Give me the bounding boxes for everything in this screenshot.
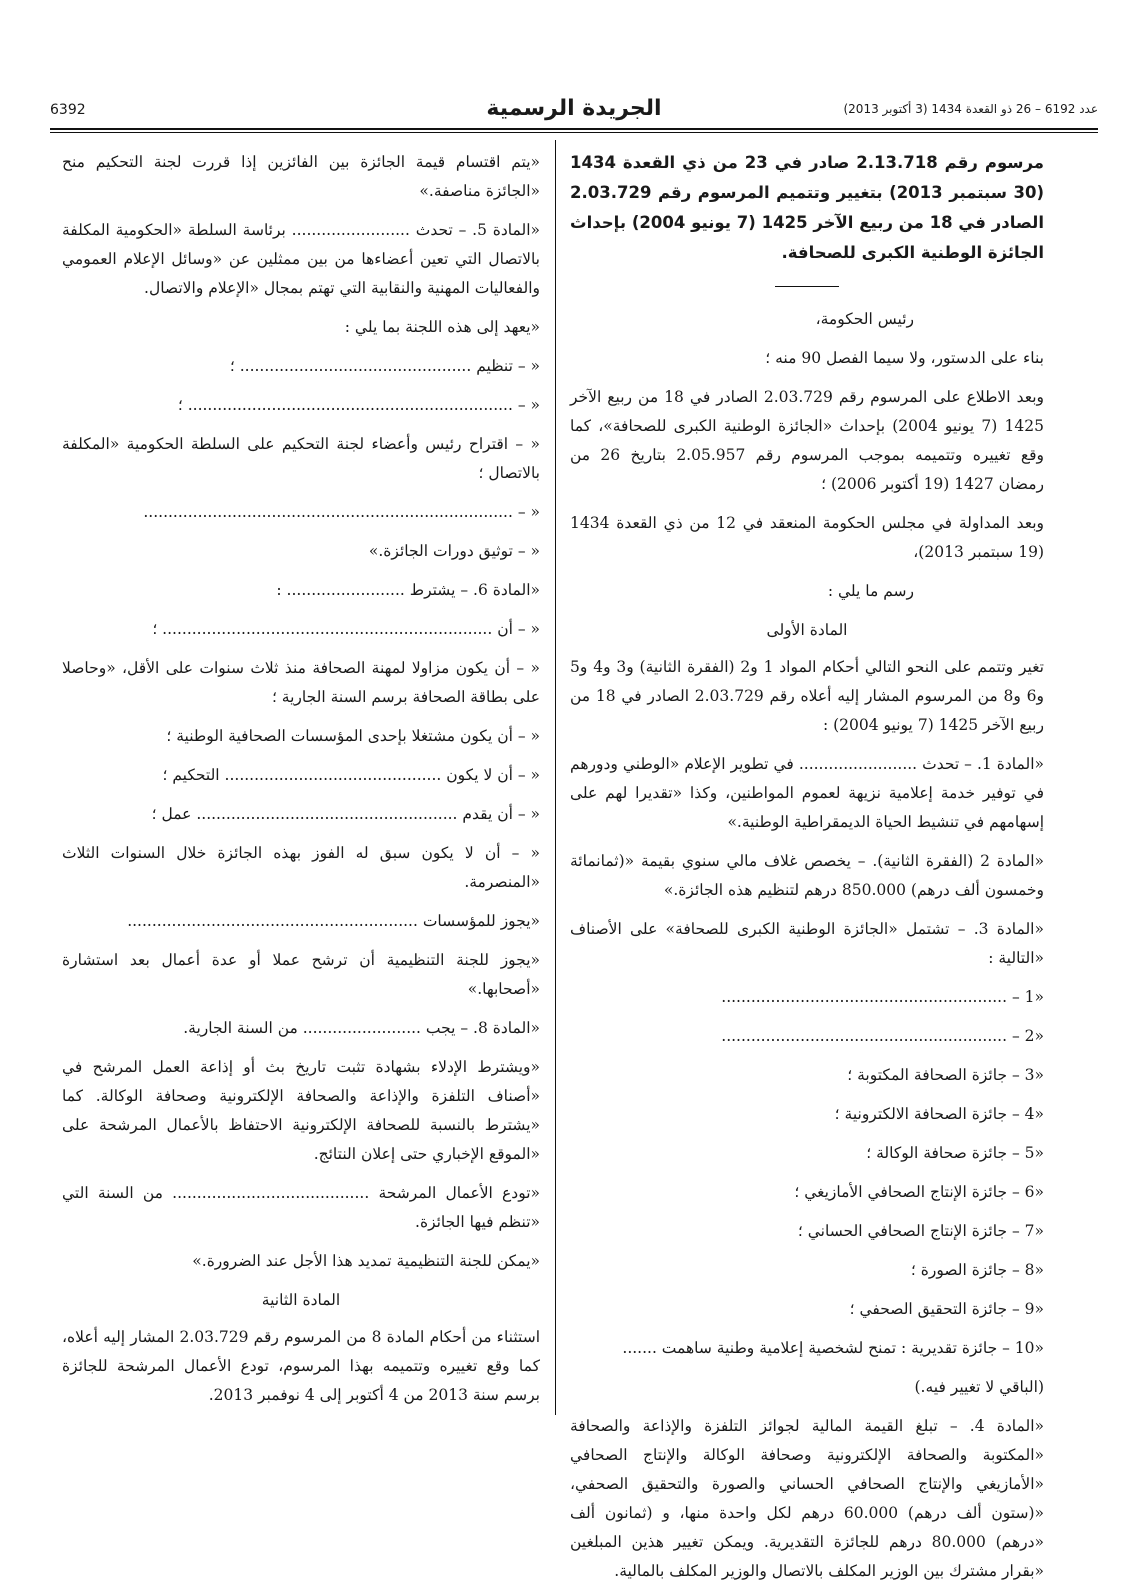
- paragraph: «المادة 3. – تشتمل «الجائزة الوطنية الكبرى للصحافة» على الأصناف «التالية :: [570, 920, 1044, 967]
- paragraph: « – أن لا يكون ............................................ التحكيم ؛: [162, 766, 540, 784]
- page-number: 6392: [50, 102, 86, 118]
- decree-title: مرسوم رقم 2.13.718 صادر في 23 من ذي القعدة 1434 (30 سبتمبر 2013) بتغيير وتتميم المرسوم رقم 2.03.729 الصادر في 18 من ربيع الآخر 1425 (7 يونيو 2004) بإحداث الجائزة الوطنية الكبرى للصحافة.: [570, 153, 1045, 262]
- paragraph: «يعهد إلى هذه اللجنة بما يلي :: [344, 318, 540, 336]
- paragraph: «9 – جائزة التحقيق الصحفي ؛: [849, 1300, 1044, 1318]
- paragraph: « – أن يكون مشتغلا بإحدى المؤسسات الصحافية الوطنية ؛: [166, 727, 540, 745]
- paragraph: وبعد الاطلاع على المرسوم رقم 2.03.729 الصادر في 18 من ربيع الآخر 1425 (7 يونيو 2004) بإحداث «الجائزة الوطنية الكبرى للصحافة»، كما وقع تغييره وتتميمه بموجب المرسوم رقم 2.05.957 بتاريخ 26 من رمضان 1427 (19 أكتوبر 2006) ؛: [570, 388, 1045, 493]
- paragraph: «يجوز للمؤسسات ...........................................................: [127, 912, 540, 930]
- paragraph: « – أن يكون مزاولا لمهنة الصحافة منذ ثلاث سنوات على الأقل، «وحاصلا على بطاقة الصحافة برسم السنة الجارية ؛: [62, 659, 540, 706]
- paragraph: « – أن يقدم ..................................................... عمل ؛: [151, 805, 540, 823]
- paragraph: « – ...........................................................................: [143, 503, 540, 521]
- paragraph: «تودع الأعمال المرشحة ........................................ من السنة التي «تنظم فيها الجائزة.: [62, 1184, 540, 1231]
- paragraph: « – تنظيم ............................................... ؛: [229, 357, 540, 375]
- paragraph: المادة الثانية: [261, 1291, 341, 1309]
- paragraph: «المادة 2 (الفقرة الثانية). – يخصص غلاف مالي سنوي بقيمة «(ثمانمائة وخمسون ألف درهم) 850.000 درهم لتنظيم هذه الجائزة.»: [570, 852, 1044, 899]
- paragraph: «يجوز للجنة التنظيمية أن ترشح عملا أو عدة أعمال بعد استشارة «أصحابها.»: [62, 951, 540, 998]
- paragraph: بناء على الدستور، ولا سيما الفصل 90 منه ؛: [765, 349, 1044, 367]
- paragraph: رسم ما يلي :: [827, 582, 914, 600]
- paragraph: «8 – جائزة الصورة ؛: [910, 1261, 1044, 1279]
- paragraph: « – .................................................................. ؛: [177, 396, 540, 414]
- paragraph: « – أن لا يكون سبق له الفوز بهذه الجائزة خلال السنوات الثلاث «المنصرمة.: [62, 844, 540, 891]
- paragraph: «ويشترط الإدلاء بشهادة تثبت تاريخ بث أو إذاعة العمل المرشح في «أصناف التلفزة والإذاعة والصحافة الإلكترونية وصحافة الوكالة. كما «يشترط بالنسبة للصحافة الإلكترونية الاحتفاظ بالأعمال المرشحة على «الموقع الإخباري حتى إعلان النتائج.: [62, 1058, 540, 1163]
- paragraph: «7 – جائزة الإنتاج الصحافي الحساني ؛: [797, 1222, 1044, 1240]
- paragraph: (الباقي لا تغيير فيه.): [914, 1378, 1044, 1396]
- paragraph: «10 – جائزة تقديرية : تمنح لشخصية إعلامية وطنية ساهمت .......: [622, 1339, 1044, 1357]
- paragraph: «4 – جائزة الصحافة الالكترونية ؛: [834, 1105, 1044, 1123]
- paragraph: المادة الأولى: [766, 621, 848, 639]
- paragraph: «المادة 6. – يشترط ........................ :: [276, 581, 540, 599]
- paragraph: «يمكن للجنة التنظيمية تمديد هذا الأجل عند الضرورة.»: [192, 1252, 540, 1270]
- column-divider: [555, 140, 556, 1415]
- paragraph: « – توثيق دورات الجائزة.»: [368, 542, 540, 560]
- paragraph: «3 – جائزة الصحافة المكتوبة ؛: [847, 1066, 1044, 1084]
- left-paragraphs: [62, 148, 540, 1410]
- paragraph: تغير وتتمم على النحو التالي أحكام المواد 1 و2 (الفقرة الثانية) و3 و4 و5 و6 و8 من المرسوم المشار إليه أعلاه رقم 2.03.729 الصادر في 18 من ربيع الآخر 1425 (7 يونيو 2004) :: [570, 658, 1044, 734]
- title-rule: [775, 286, 839, 287]
- paragraph: «المادة 1. – تحدث ........................ في تطوير الإعلام «الوطني ودورهم في توفير خدمة إعلامية نزيهة لعموم المواطنين، وكذا «تقديرا لهم على إسهامهم في تنشيط الحياة الديمقراطية الوطنية.»: [570, 755, 1044, 831]
- right-column: [570, 148, 1044, 1596]
- issue-info: عدد 6192 – 26 ذو القعدة 1434 (3 أكتوبر 2013): [843, 102, 1098, 116]
- paragraph: « – اقتراح رئيس وأعضاء لجنة التحكيم على السلطة الحكومية «المكلفة بالاتصال ؛: [62, 435, 540, 482]
- left-column: [62, 148, 540, 1420]
- paragraph: «2 – ..........................................................: [721, 1027, 1044, 1045]
- paragraph: استثناء من أحكام المادة 8 من المرسوم رقم 2.03.729 المشار إليه أعلاه، كما وقع تغييره وتتميمه بهذا المرسوم، تودع الأعمال المرشحة للجائزة برسم سنة 2013 من 4 أكتوبر إلى 4 نوفمبر 2013.: [62, 1328, 541, 1404]
- paragraph: «المادة 8. – يجب ........................ من السنة الجارية.: [183, 1019, 540, 1037]
- paragraph: «يتم اقتسام قيمة الجائزة بين الفائزين إذا قررت لجنة التحكيم منح «الجائزة مناصفة.»: [62, 153, 540, 200]
- paragraph: وبعد المداولة في مجلس الحكومة المنعقد في 12 من ذي القعدة 1434 (19 سبتمبر 2013)،: [570, 514, 1045, 561]
- paragraph: «1 – ..........................................................: [721, 988, 1044, 1006]
- paragraph: «المادة 4. – تبلغ القيمة المالية لجوائز التلفزة والإذاعة والصحافة «المكتوبة والصحافة الإلكترونية وصحافة الوكالة والإنتاج الصحافي «الأمازيغي والإنتاج الصحافي الحساني والصورة والتحقيق الصحفي، «(ستون ألف درهم) 60.000 درهم لكل واحدة منها، و (ثمانون ألف «درهم) 80.000 درهم للجائزة التقديرية. ويمكن تغيير هذين المبلغين «بقرار مشترك بين الوزير المكلف بالاتصال والوزير المكلف بالمالية.: [570, 1417, 1044, 1580]
- paragraph: «6 – جائزة الإنتاج الصحافي الأمازيغي ؛: [794, 1183, 1044, 1201]
- journal-title: الجريدة الرسمية: [486, 96, 662, 121]
- paragraph: رئيس الحكومة،: [815, 310, 914, 328]
- paragraph: « – أن ................................................................... ؛: [152, 620, 540, 638]
- paragraph: «المادة 5. – تحدث ........................ برئاسة السلطة «الحكومية المكلفة بالاتصال التي تعين أعضاءها من بين ممثلين عن «وسائل الإعلام العمومي والفعاليات المهنية والنقابية التي تهتم بمجال «الإعلام والاتصال.: [62, 221, 540, 297]
- page-header: [50, 96, 1098, 126]
- header-rule: [50, 128, 1098, 130]
- header-rule-thin: [50, 132, 1098, 133]
- right-paragraphs: [570, 305, 1044, 1586]
- paragraph: «5 – جائزة صحافة الوكالة ؛: [866, 1144, 1044, 1162]
